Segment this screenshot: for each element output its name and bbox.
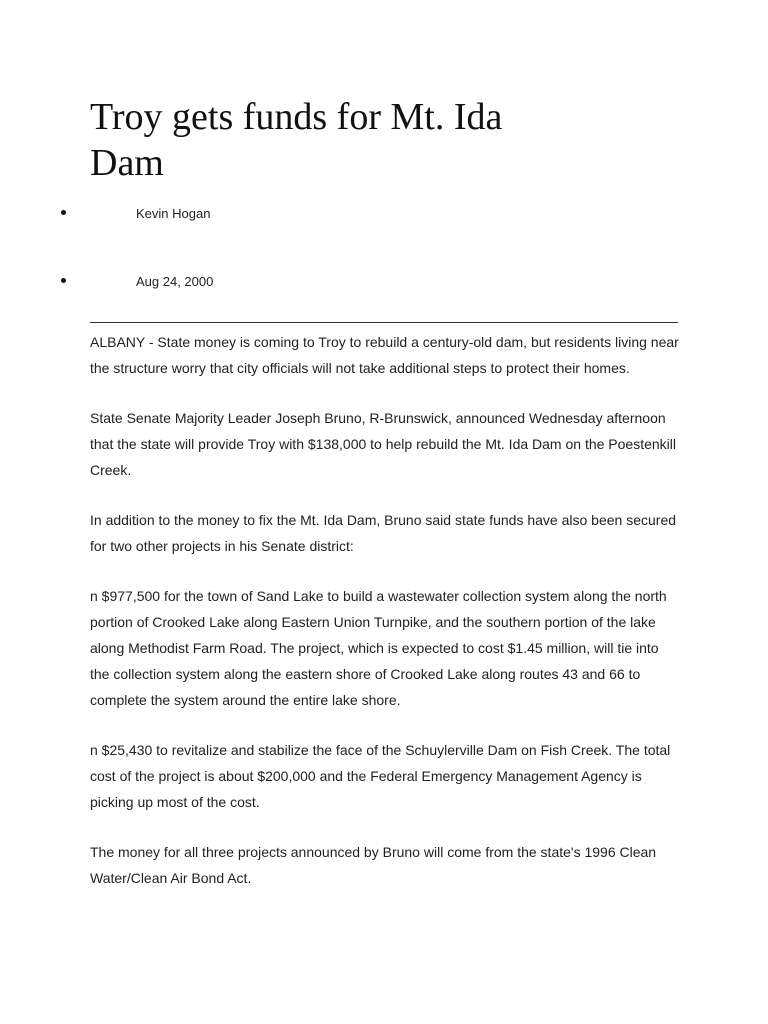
bullet-icon	[61, 210, 66, 215]
article-paragraph: ALBANY - State money is coming to Troy to rebuild a century-old dam, but residents living near the structure worry that city officials will not take additional steps to protect their homes.	[90, 334, 679, 376]
date-list-item	[0, 272, 700, 292]
article-paragraph: n $25,430 to revitalize and stabilize the face of the Schuylerville Dam on Fish Creek. The total cost of the project is about $200,000 and the Federal Emergency Management Agency is picking up most of the cost.	[90, 742, 671, 810]
bullet-icon	[61, 278, 66, 283]
divider-rule	[90, 322, 678, 323]
article-paragraph: The money for all three projects announced by Bruno will come from the state's 1996 Clean Water/Clean Air Bond Act.	[90, 844, 657, 886]
article-paragraph: In addition to the money to fix the Mt. Ida Dam, Bruno said state funds have also been secured for two other projects in his Senate district:	[90, 512, 677, 554]
article-paragraph: State Senate Majority Leader Joseph Bruno, R-Brunswick, announced Wednesday afternoon that the state will provide Troy with $138,000 to help rebuild the Mt. Ida Dam on the Poestenkill Creek.	[90, 410, 676, 478]
publish-date: Aug 24, 2000	[136, 274, 214, 289]
author-name: Kevin Hogan	[136, 206, 211, 221]
article-headline: Troy gets funds for Mt. Ida Dam	[90, 96, 503, 184]
author-list-item	[0, 204, 700, 224]
article-body	[90, 329, 680, 915]
article-paragraph: n $977,500 for the town of Sand Lake to build a wastewater collection system along the north portion of Crooked Lake along Eastern Union Turnpike, and the southern portion of the lake along Methodist Farm Road. The project, which is expected to cost $1.45 million, will tie into the collection system along the eastern shore of Crooked Lake along routes 43 and 66 to complete the system around the entire lake shore.	[90, 588, 667, 708]
